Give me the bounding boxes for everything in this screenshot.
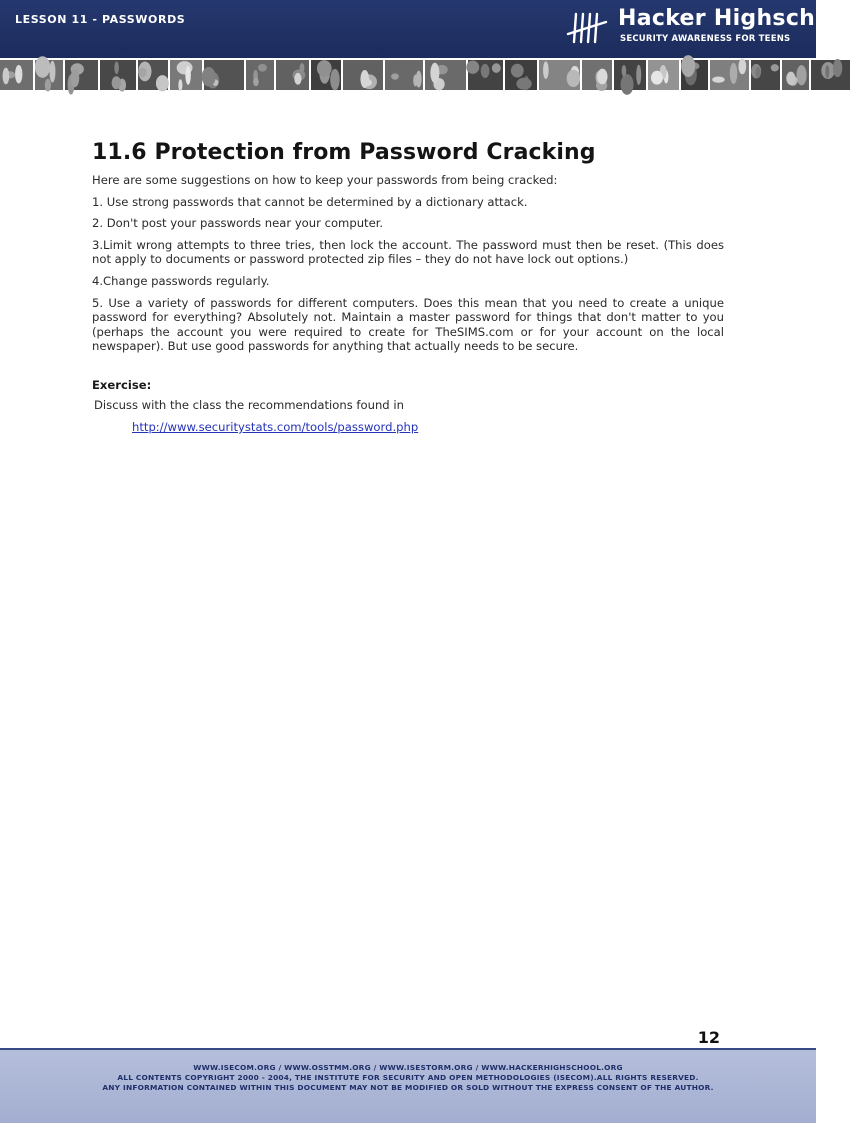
page-number: 12: [697, 1028, 720, 1047]
exercise-heading: Exercise:: [92, 377, 152, 392]
section-title: 11.6 Protection from Password Cracking: [92, 140, 596, 165]
suggestion-item: 5. Use a variety of passwords for different computers. Does this mean that you need to create a unique password for everything? Absolutely not. Maintain a master password for things that don't matter to you (perhaps the account you were required to create for TheSIMS.com or for your account on the local newspaper). But use good passwords for anything that actually needs to be secure.: [92, 295, 724, 354]
suggestion-item: 3.Limit wrong attempts to three tries, then lock the account. The password must then be reset. (This does not apply to documents or password protected zip files – they do not have lock out options.): [92, 237, 724, 267]
exercise-text: Discuss with the class the recommendations found in: [94, 397, 404, 412]
hacker-highschool-logo: [566, 6, 854, 52]
exercise-link[interactable]: http://www.securitystats.com/tools/password.php: [132, 419, 419, 434]
suggestion-item: 1. Use strong passwords that cannot be determined by a dictionary attack.: [92, 194, 528, 209]
footer-notice: ANY INFORMATION CONTAINED WITHIN THIS DOCUMENT MAY NOT BE MODIFIED OR SOLD WITHOUT THE EXPRESS CONSENT OF THE AUTHOR.: [102, 1083, 714, 1092]
photo-collage-strip: [0, 58, 816, 92]
footer-copyright: ALL CONTENTS COPYRIGHT 2000 - 2004, THE INSTITUTE FOR SECURITY AND OPEN METHODOLOGIES (ISECOM).ALL RIGHTS RESERVED.: [117, 1073, 699, 1082]
lesson-label: LESSON 11 - PASSWORDS: [15, 13, 186, 26]
footer-websites: WWW.ISECOM.ORG / WWW.OSSTMM.ORG / WWW.ISESTORM.ORG / WWW.HACKERHIGHSCHOOL.ORG: [193, 1063, 623, 1072]
tally-marks-icon: [566, 10, 610, 46]
main-content: [92, 140, 724, 435]
intro-paragraph: Here are some suggestions on how to keep your passwords from being cracked:: [92, 173, 558, 187]
suggestion-item: 2. Don't post your passwords near your computer.: [92, 216, 384, 231]
page-footer: [0, 1048, 816, 1123]
suggestion-item: 4.Change passwords regularly.: [92, 273, 270, 288]
logo-subtitle: SECURITY AWARENESS FOR TEENS: [620, 34, 791, 44]
photo-collage-image: [0, 58, 816, 92]
page-header: [0, 0, 854, 58]
logo-title: Hacker Highschool: [618, 6, 854, 31]
